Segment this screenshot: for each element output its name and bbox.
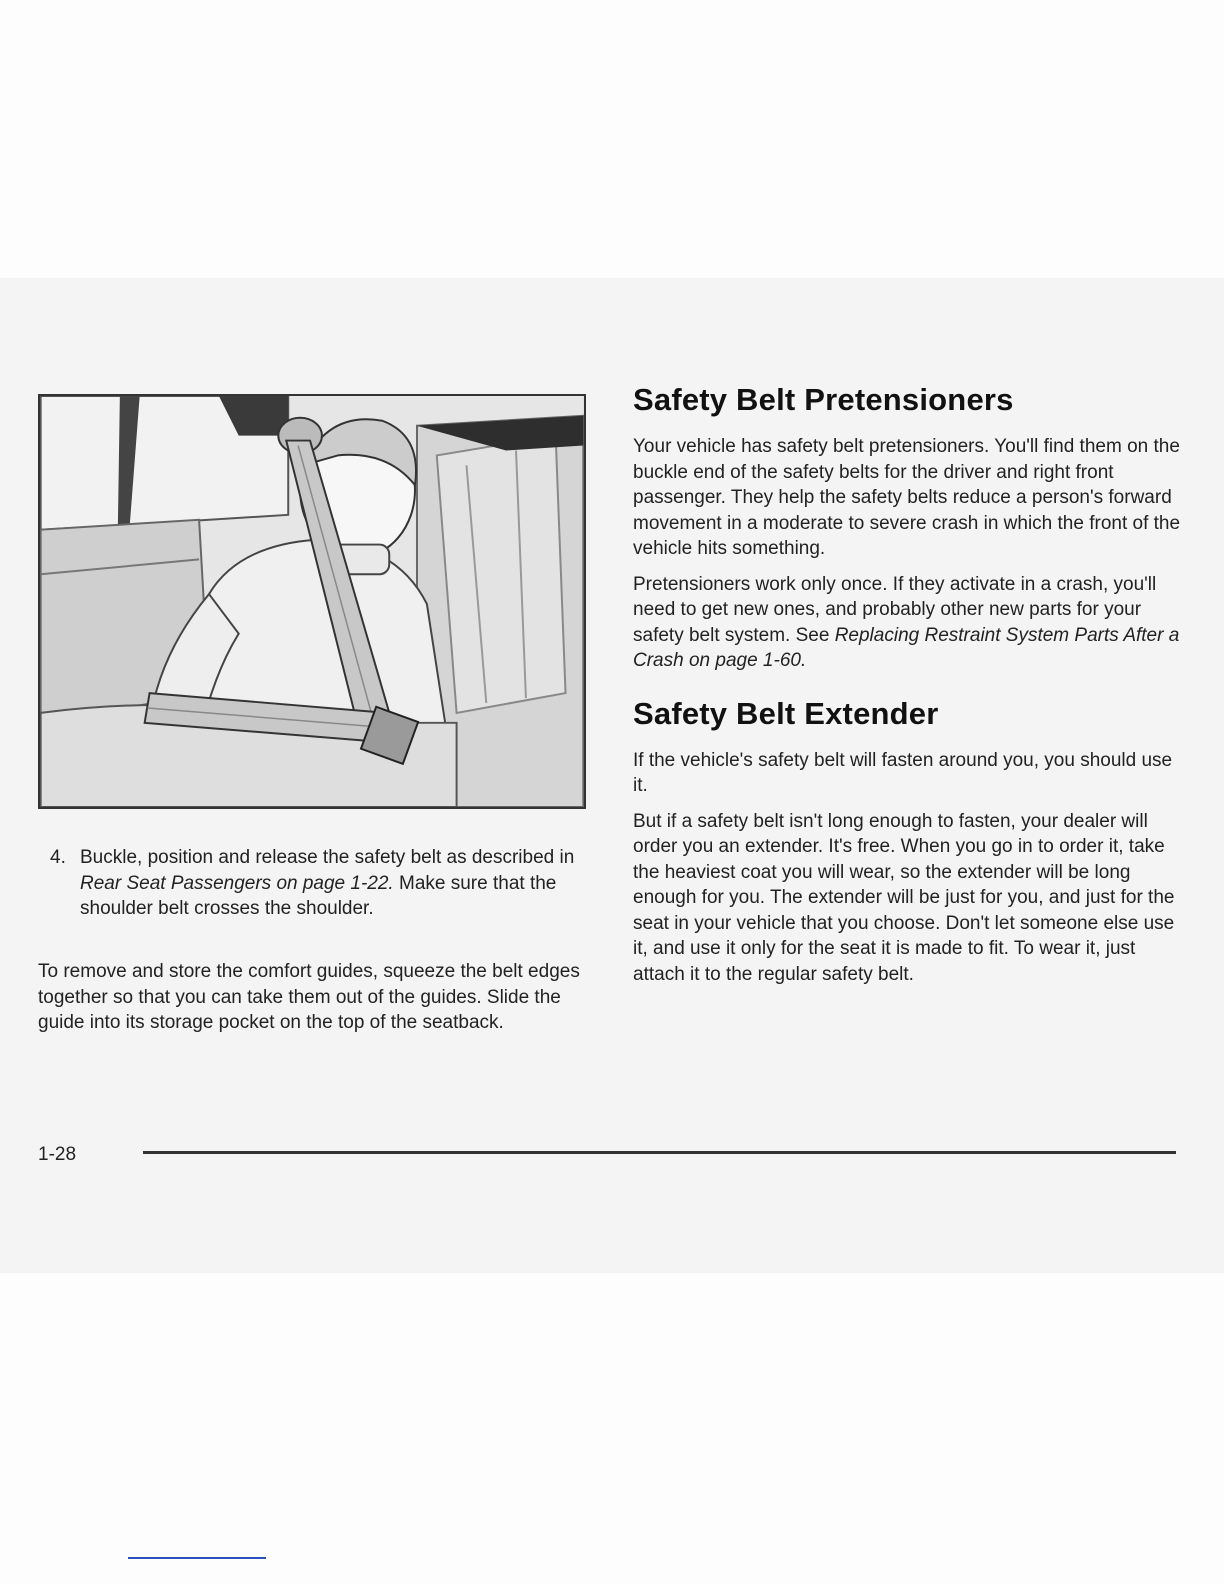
right-column [633,382,1181,997]
extender-paragraph-2: But if a safety belt isn't long enough to fasten, your dealer will order you an extender. It's free. When you go in to order it, take the heaviest coat you will wear, so the extender will be long enough for you. The extender will be just for you, and just for the seat in your vehicle that you choose. Don't let someone else use it, and use it only for the seat it is made to fit. To wear it, just attach it to the regular safety belt. [633,810,1175,985]
comfort-guide-paragraph: To remove and store the comfort guides, squeeze the belt edges together so that you can take them out of the guides. Slide the guide into its storage pocket on the top of the seatback. [38,961,580,1033]
pretensioners-heading: Safety Belt Pretensioners [633,382,1014,417]
safety-belt-illustration [38,394,586,809]
footer-divider [143,1151,1176,1154]
step-link[interactable]: Rear Seat Passengers on page 1-22. [80,872,394,894]
page-number: 1-28 [38,1144,77,1165]
bottom-rule [128,1557,266,1559]
pretensioners-paragraph-2: Pretensioners work only once. If they activate in a crash, you'll need to get new ones, and probably other new parts for your safety belt system. See Replacing Restraint System Parts After a Crash on page 1-60. [633,573,1180,671]
step-text: Buckle, position and release the safety belt as described in Rear Seat Passengers on page 1-22. Make sure that the shoulder belt crosses the shoulder. [80,847,575,919]
pretensioners-paragraph-1: Your vehicle has safety belt pretensioners. You'll find them on the buckle end of the safety belts for the driver and right front passenger. They help the safety belts reduce a person's forward movement in a moderate to severe crash in which the front of the vehicle hits something. [633,436,1181,559]
extender-heading: Safety Belt Extender [633,695,939,731]
step-4 [50,845,580,922]
extender-paragraph-1: If the vehicle's safety belt will fasten around you, you should use it. [633,749,1173,796]
replacing-parts-link[interactable]: Replacing Restraint System Parts After a Crash on page 1-60. [633,624,1180,671]
child-in-seat-icon [40,396,584,807]
step-number: 4. [50,847,66,868]
